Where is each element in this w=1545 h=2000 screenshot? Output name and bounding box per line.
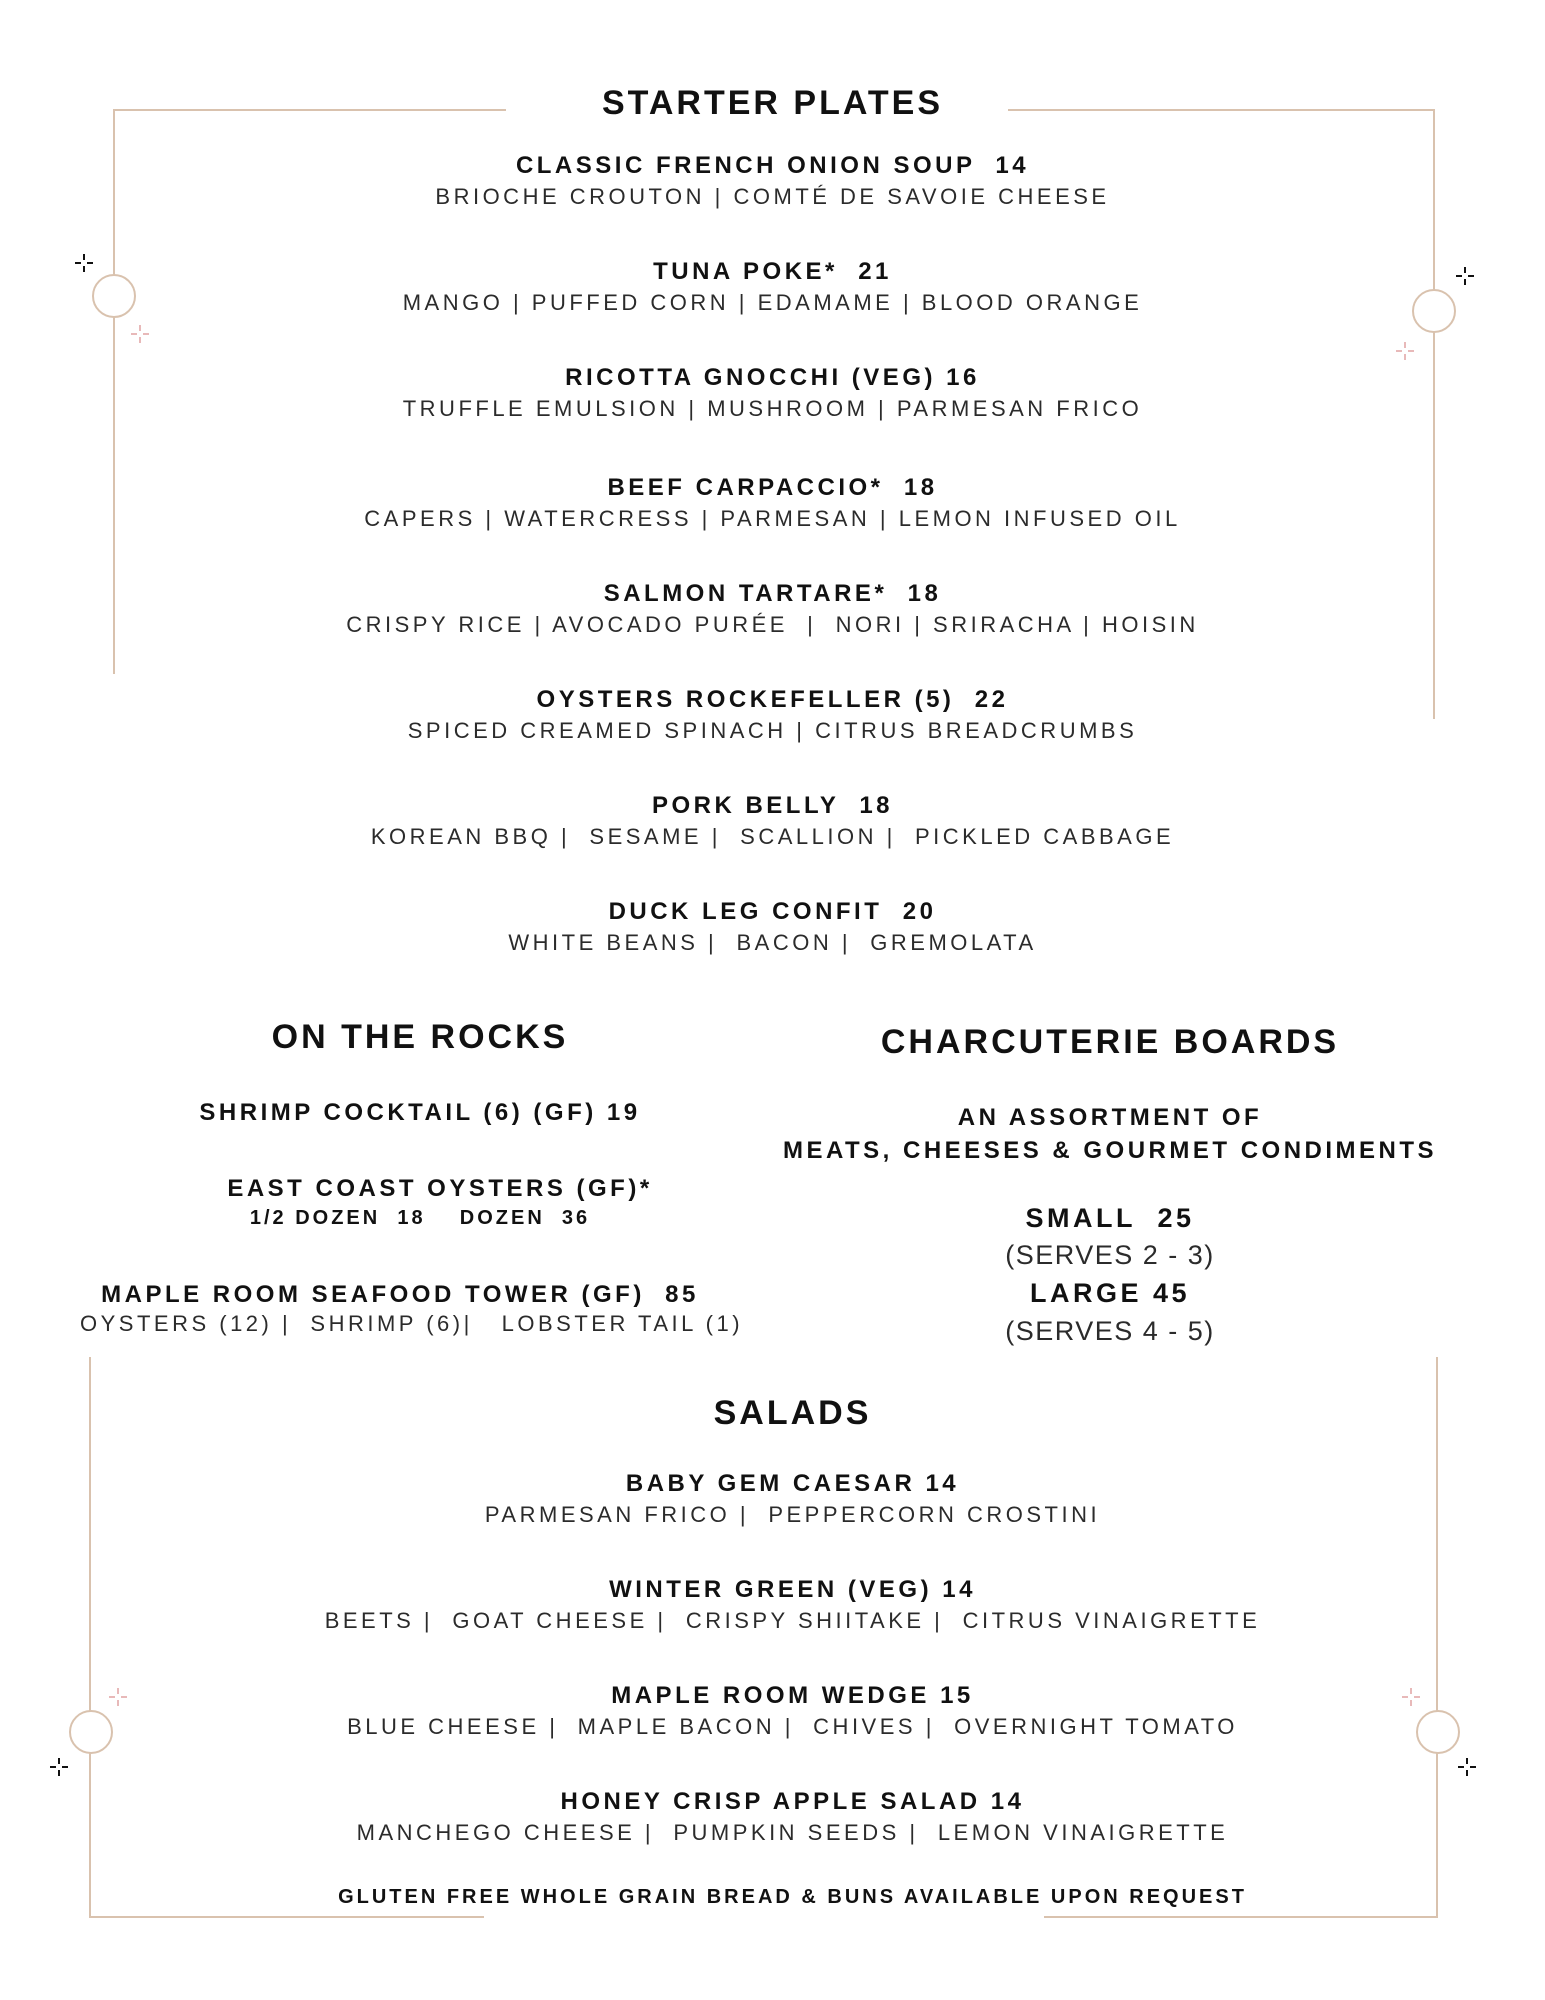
starter-name: DUCK LEG CONFIT 20	[608, 898, 937, 925]
salad-desc: PARMESAN FRICO | PEPPERCORN CROSTINI	[484, 1502, 1101, 1527]
rocks-title: ON THE ROCKS	[271, 1018, 569, 1056]
frame-bottom-edge-left	[89, 1916, 484, 1918]
starter-desc: SPICED CREAMED SPINACH | CITRUS BREADCRUMBS	[407, 718, 1138, 743]
starters-title: STARTER PLATES	[601, 84, 944, 122]
starter-desc: KOREAN BBQ | SESAME | SCALLION | PICKLED CABBAGE	[370, 824, 1175, 849]
rocks-oysters-name: EAST COAST OYSTERS (GF)*	[227, 1175, 653, 1202]
salad-desc: BLUE CHEESE | MAPLE BACON | CHIVES | OVERNIGHT TOMATO	[347, 1714, 1238, 1739]
rocks-tower-desc: OYSTERS (12) | SHRIMP (6)| LOBSTER TAIL (1)	[80, 1311, 744, 1336]
starter-name: OYSTERS ROCKEFELLER (5) 22	[536, 686, 1009, 713]
charcuterie-line1: AN ASSORTMENT OF	[957, 1104, 1263, 1131]
starter-desc: BRIOCHE CROUTON | COMTÉ DE SAVOIE CHEESE	[435, 184, 1110, 209]
charcuterie-large: LARGE 45	[1029, 1278, 1191, 1308]
starter-desc: CRISPY RICE | AVOCADO PURÉE | NORI | SRIRACHA | HOISIN	[346, 612, 1199, 637]
sparkle-icon	[1394, 340, 1416, 362]
starter-name: PORK BELLY 18	[651, 792, 894, 819]
starter-item	[0, 686, 1545, 744]
salad-name: HONEY CRISP APPLE SALAD 14	[560, 1788, 1025, 1815]
starter-item	[0, 258, 1545, 316]
salad-item	[20, 1682, 1545, 1740]
starter-item	[0, 364, 1545, 422]
charcuterie-small-serves: (SERVES 2 - 3)	[1005, 1240, 1215, 1270]
starter-desc: MANGO | PUFFED CORN | EDAMAME | BLOOD ORANGE	[402, 290, 1143, 315]
starter-item	[0, 580, 1545, 638]
starter-desc: TRUFFLE EMULSION | MUSHROOM | PARMESAN FRICO	[402, 396, 1143, 421]
salad-item	[20, 1576, 1545, 1634]
salads-title: SALADS	[713, 1394, 872, 1432]
salad-desc: MANCHEGO CHEESE | PUMPKIN SEEDS | LEMON VINAIGRETTE	[356, 1820, 1229, 1845]
charcuterie-small: SMALL 25	[1025, 1203, 1195, 1233]
salad-name: WINTER GREEN (VEG) 14	[609, 1576, 976, 1603]
starter-item	[0, 898, 1545, 956]
rocks-oysters-detail: 1/2 DOZEN 18 DOZEN 36	[249, 1207, 591, 1229]
charcuterie-large-serves: (SERVES 4 - 5)	[1005, 1316, 1215, 1346]
sparkle-icon	[48, 1756, 70, 1778]
rocks-tower-name: MAPLE ROOM SEAFOOD TOWER (GF) 85	[101, 1281, 699, 1308]
starter-name: SALMON TARTARE* 18	[603, 580, 942, 607]
charcuterie-title: CHARCUTERIE BOARDS	[880, 1023, 1340, 1061]
starter-desc: WHITE BEANS | BACON | GREMOLATA	[508, 930, 1037, 955]
starter-name: BEEF CARPACCIO* 18	[607, 474, 938, 501]
salad-item	[20, 1470, 1545, 1528]
salad-name: MAPLE ROOM WEDGE 15	[611, 1682, 974, 1709]
starter-name: TUNA POKE* 21	[653, 258, 892, 285]
rocks-shrimp: SHRIMP COCKTAIL (6) (GF) 19	[199, 1099, 641, 1126]
salad-name: BABY GEM CAESAR 14	[625, 1470, 960, 1497]
starter-name: CLASSIC FRENCH ONION SOUP 14	[515, 152, 1030, 179]
salad-desc: BEETS | GOAT CHEESE | CRISPY SHIITAKE | CITRUS VINAIGRETTE	[324, 1608, 1261, 1633]
starter-desc: CAPERS | WATERCRESS | PARMESAN | LEMON INFUSED OIL	[364, 506, 1181, 531]
charcuterie-line2: MEATS, CHEESES & GOURMET CONDIMENTS	[782, 1137, 1438, 1164]
starter-item	[0, 152, 1545, 210]
salad-item	[20, 1788, 1545, 1846]
frame-bottom-edge-right	[1044, 1916, 1438, 1918]
starter-item	[0, 792, 1545, 850]
sparkle-icon	[1456, 1756, 1478, 1778]
bread-footnote: GLUTEN FREE WHOLE GRAIN BREAD & BUNS AVAILABLE UPON REQUEST	[338, 1886, 1247, 1908]
sparkle-icon	[129, 323, 151, 345]
starter-item	[0, 474, 1545, 532]
starter-name: RICOTTA GNOCCHI (VEG) 16	[565, 364, 980, 391]
